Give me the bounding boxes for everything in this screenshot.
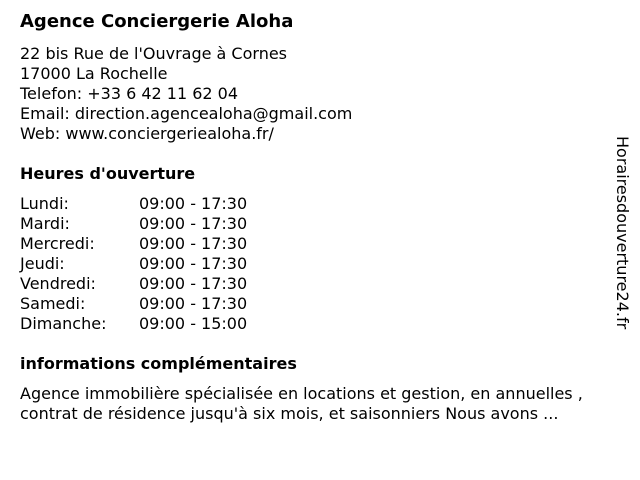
- hours-row-vendredi: [20, 274, 280, 294]
- hours-row-jeudi: [20, 254, 280, 274]
- hours-row-mardi: [20, 214, 280, 234]
- hours-heading: Heures d'ouverture: [20, 164, 196, 183]
- time-range: 09:00 - 15:00: [139, 314, 248, 333]
- description-line: contrat de résidence jusqu'à six mois, et saisonniers Nous avons ...: [20, 404, 559, 423]
- phone-number: Telefon: +33 6 42 11 62 04: [20, 84, 239, 103]
- time-range: 09:00 - 17:30: [139, 274, 248, 293]
- time-range: 09:00 - 17:30: [139, 254, 248, 273]
- email-address: Email: direction.agencealoha@gmail.com: [20, 104, 353, 123]
- info-heading: informations complémentaires: [20, 354, 297, 373]
- day-label: Mardi:: [20, 214, 70, 233]
- description-line: Agence immobilière spécialisée en locations et gestion, en annuelles ,: [20, 384, 583, 403]
- address-street: 22 bis Rue de l'Ouvrage à Cornes: [20, 44, 288, 63]
- address-city: 17000 La Rochelle: [20, 64, 168, 83]
- day-label: Vendredi:: [20, 274, 96, 293]
- time-range: 09:00 - 17:30: [139, 294, 248, 313]
- website: Web: www.conciergeriealoha.fr/: [20, 124, 274, 143]
- description: [20, 384, 620, 424]
- hours-table: [20, 194, 280, 334]
- hours-row-lundi: [20, 194, 280, 214]
- hours-row-samedi: [20, 294, 280, 314]
- day-label: Jeudi:: [20, 254, 65, 273]
- day-label: Mercredi:: [20, 234, 95, 253]
- day-label: Lundi:: [20, 194, 69, 213]
- hours-row-mercredi: [20, 234, 280, 254]
- business-name: Agence Conciergerie Aloha: [20, 11, 294, 32]
- contact-block: [20, 44, 352, 144]
- hours-row-dimanche: [20, 314, 280, 334]
- time-range: 09:00 - 17:30: [139, 234, 248, 253]
- time-range: 09:00 - 17:30: [139, 194, 248, 213]
- time-range: 09:00 - 17:30: [139, 214, 248, 233]
- day-label: Dimanche:: [20, 314, 107, 333]
- day-label: Samedi:: [20, 294, 86, 313]
- watermark: Horairesdouverture24.fr: [613, 136, 632, 330]
